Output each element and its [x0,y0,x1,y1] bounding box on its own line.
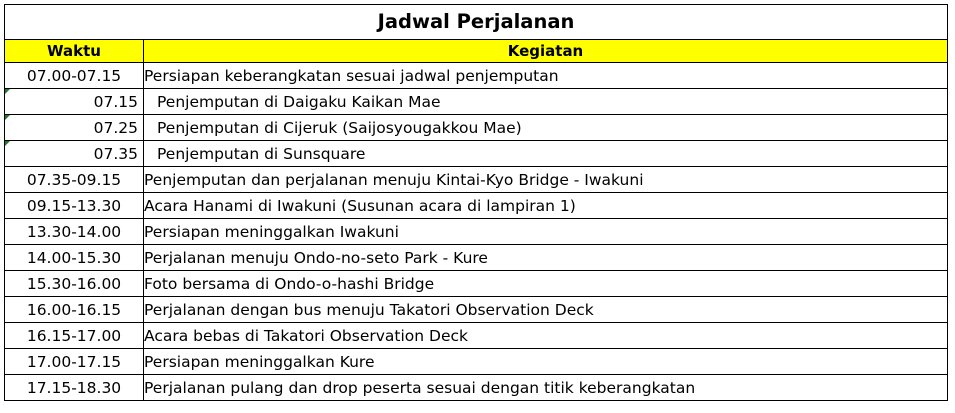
table-row [5,375,948,401]
time-cell [5,141,144,167]
time-cell [5,115,144,141]
time-value: 07.25 [93,118,138,137]
activity-cell: Perjalanan menuju Ondo-no-seto Park - Kure [144,245,948,271]
time-cell: 15.30-16.00 [5,271,144,297]
time-cell: 16.00-16.15 [5,297,144,323]
time-value: 07.35 [93,144,138,163]
table-row [5,193,948,219]
activity-cell: Persiapan keberangkatan sesuai jadwal penjemputan [144,63,948,89]
time-cell: 13.30-14.00 [5,219,144,245]
table-row [5,349,948,375]
time-cell: 14.00-15.30 [5,245,144,271]
activity-cell: Acara bebas di Takatori Observation Deck [144,323,948,349]
schedule-table [4,4,948,401]
header-time: Waktu [5,40,144,63]
header-row [5,40,948,63]
time-cell: 16.15-17.00 [5,323,144,349]
activity-cell: Persiapan meninggalkan Kure [144,349,948,375]
table-row [5,141,948,167]
table-row [5,63,948,89]
time-cell: 09.15-13.30 [5,193,144,219]
activity-cell: Foto bersama di Ondo-o-hashi Bridge [144,271,948,297]
header-activity: Kegiatan [144,40,948,63]
activity-cell: Penjemputan di Cijeruk (Saijosyougakkou Mae) [144,115,948,141]
time-cell: 17.15-18.30 [5,375,144,401]
table-row [5,271,948,297]
activity-cell: Perjalanan dengan bus menuju Takatori Observation Deck [144,297,948,323]
time-value: 07.15 [93,92,138,111]
table-row [5,297,948,323]
time-cell: 07.00-07.15 [5,63,144,89]
time-cell: 17.00-17.15 [5,349,144,375]
table-title: Jadwal Perjalanan [5,5,948,40]
activity-cell: Acara Hanami di Iwakuni (Susunan acara di lampiran 1) [144,193,948,219]
table-row [5,89,948,115]
comment-indicator-icon [5,115,10,120]
activity-cell: Persiapan meninggalkan Iwakuni [144,219,948,245]
comment-indicator-icon [5,89,10,94]
table-row [5,219,948,245]
activity-cell: Penjemputan di Daigaku Kaikan Mae [144,89,948,115]
activity-cell: Penjemputan dan perjalanan menuju Kintai-Kyo Bridge - Iwakuni [144,167,948,193]
table-row [5,167,948,193]
comment-indicator-icon [5,141,10,146]
activity-cell: Perjalanan pulang dan drop peserta sesuai dengan titik keberangkatan [144,375,948,401]
activity-cell: Penjemputan di Sunsquare [144,141,948,167]
title-row [5,5,948,40]
table-row [5,245,948,271]
time-cell: 07.35-09.15 [5,167,144,193]
table-row [5,115,948,141]
time-cell [5,89,144,115]
table-row [5,323,948,349]
